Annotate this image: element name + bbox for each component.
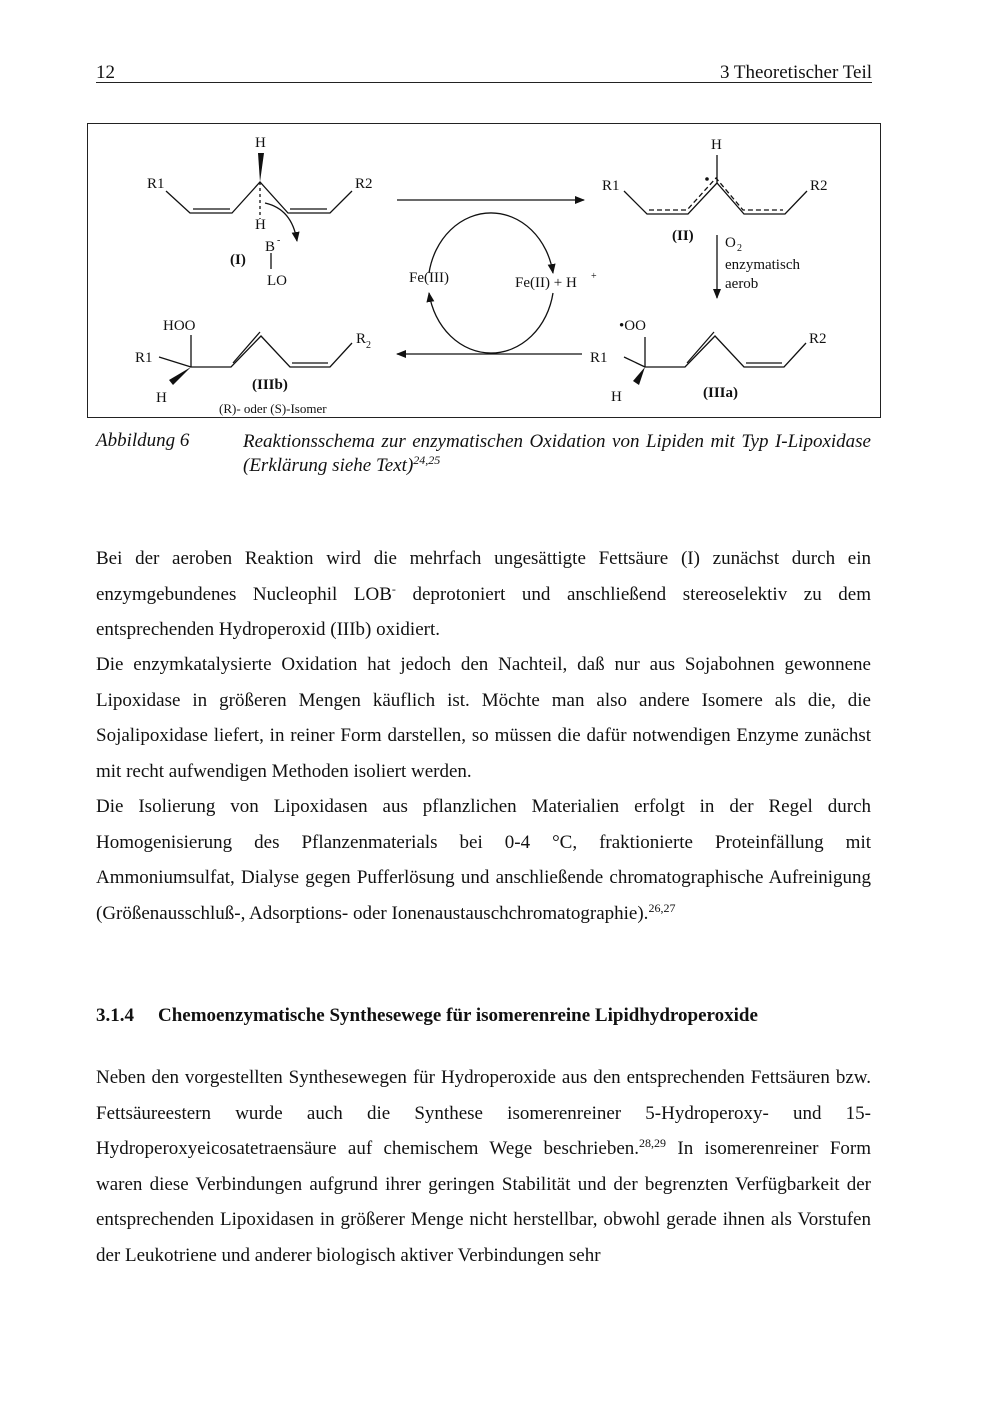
label-r1-bottom-left: R1 bbox=[135, 350, 153, 366]
label-enzymatisch: enzymatisch bbox=[725, 257, 800, 273]
paragraph-aerobic-reaction bbox=[96, 541, 871, 648]
label-compound-IIIb: (IIIb) bbox=[252, 377, 288, 393]
label-r2-bottom-left-sub: 2 bbox=[366, 340, 371, 351]
label-h-bottom-right: H bbox=[611, 389, 622, 405]
paragraph-text: deprotoniert und anschließend stereoselektiv zu dem entsprechenden Hydroperoxid (IIIb) oxidiert. bbox=[96, 583, 872, 641]
label-r2-bottom-left: R bbox=[356, 331, 367, 347]
label-h-top-right: H bbox=[711, 137, 722, 153]
compound-II-structure bbox=[624, 155, 807, 214]
label-r1-top-left: R1 bbox=[147, 176, 165, 192]
wedge-bond-top-left bbox=[258, 153, 264, 182]
section-heading bbox=[96, 1005, 758, 1027]
label-r1-bottom-right: R1 bbox=[590, 350, 608, 366]
label-fe3: Fe(III) bbox=[409, 270, 449, 286]
wedge-bond-IIIa bbox=[633, 367, 645, 385]
paragraph-text: Bei der aeroben Reaktion wird die mehrfach ungesättigte Fettsäure (I) zunächst durch ein enzymgebundenes Nucleophil LOB bbox=[96, 548, 871, 605]
caption-body: Reaktionsschema zur enzymatischen Oxidation von Lipiden mit Typ I-Lipoxidase (Erklärung siehe Text) bbox=[243, 431, 871, 476]
label-oo-radical: •OO bbox=[619, 318, 646, 334]
label-o2-sub: 2 bbox=[737, 243, 742, 254]
compound-IIIb-structure bbox=[159, 332, 352, 367]
paragraph-chemoenzymatic-synthesis bbox=[96, 1060, 871, 1274]
figure-caption-text bbox=[243, 430, 871, 478]
section-number: 3.1.4 bbox=[96, 1005, 134, 1026]
label-h-top-left: H bbox=[255, 135, 266, 151]
label-b-minus-sup: - bbox=[277, 235, 281, 246]
page-number: 12 bbox=[96, 62, 115, 83]
paragraph-text: Neben den vorgestellten Synthesewegen für Hydroperoxide aus den entsprechenden Fettsäuren bzw. Fettsäureestern wurde auch die Synthese isomerenreiner 5-Hydroperoxy- und 15-Hydroperoxyeicosatetraensäure auf chemischem Wege beschrieben. bbox=[96, 1067, 871, 1160]
paragraph-text: Die Isolierung von Lipoxidasen aus pflanzlichen Materialien erfolgt in der Regel durch Homogenisierung des Pflanzenmaterials bei 0-4 °C, fraktionierte Proteinfällung mit Ammoniumsulfat, Dialyse gegen Pufferlösung und anschließende chromatographische Aufreinigung (Größenausschluß-, Adsorptions- oder Ionenaustauschchromatographie). bbox=[96, 796, 871, 924]
superscript-minus: - bbox=[391, 581, 396, 596]
label-h-mid-left: H bbox=[255, 217, 266, 233]
wedge-bond-IIIb bbox=[169, 367, 191, 385]
reaction-scheme-svg bbox=[87, 123, 881, 418]
citation-refs: 28,29 bbox=[639, 1136, 667, 1151]
label-r2-bottom-right: R2 bbox=[809, 331, 827, 347]
label-o2: O bbox=[725, 235, 736, 251]
citation-refs: 26,27 bbox=[648, 900, 676, 915]
reaction-scheme-figure bbox=[87, 123, 881, 418]
label-compound-IIIa: (IIIa) bbox=[703, 385, 739, 401]
label-hoo: HOO bbox=[163, 318, 196, 334]
label-b-minus: B bbox=[265, 239, 276, 255]
header-rule bbox=[96, 82, 872, 83]
figure-caption-label: Abbildung 6 bbox=[96, 430, 190, 451]
section-title: Chemoenzymatische Synthesewege für isomerenreine Lipidhydroperoxide bbox=[158, 1005, 758, 1026]
label-r2-top-left: R2 bbox=[355, 176, 373, 192]
radical-dot-II bbox=[705, 177, 709, 181]
running-header-chapter: 3 Theoretischer Teil bbox=[719, 62, 872, 83]
label-h-bottom-left: H bbox=[156, 390, 167, 406]
label-r1-top-right: R1 bbox=[602, 178, 620, 194]
label-r2-top-right: R2 bbox=[810, 178, 828, 194]
label-fe2-sup: + bbox=[591, 271, 597, 282]
label-isomer: (R)- oder (S)-Isomer bbox=[219, 401, 327, 416]
paragraph-text: In isomerenreiner Form waren diese Verbindungen aufgrund ihrer geringen Stabilität und der begrenzten Verfügbarkeit der entsprechenden Lipoxidasen in größerer Menge nicht herstellbar, obwohl gerade ihnen als Vorstufen der Leukotriene und anderer biologisch aktiver Verbindungen sehr bbox=[96, 1138, 871, 1266]
label-compound-I: (I) bbox=[230, 252, 246, 268]
label-aerob: aerob bbox=[725, 276, 759, 292]
label-lo: LO bbox=[267, 273, 287, 289]
caption-refs: 24,25 bbox=[413, 453, 441, 467]
label-fe2: Fe(II) + H bbox=[515, 275, 577, 291]
compound-IIIa-structure bbox=[624, 332, 806, 367]
label-compound-II: (II) bbox=[672, 228, 694, 244]
paragraph-isolation bbox=[96, 789, 871, 931]
paragraph-enzymatic-oxidation: Die enzymkatalysierte Oxidation hat jedoch den Nachteil, daß nur aus Sojabohnen gewonnene Lipoxidase in größeren Mengen käuflich ist. Möchte man also andere Isomere als die, die Sojalipoxidase liefert, in reiner Form darstellen, so müssen die dafür notwendigen Enzyme zunächst mit recht aufwendigen Methoden isoliert werden. bbox=[96, 654, 871, 782]
